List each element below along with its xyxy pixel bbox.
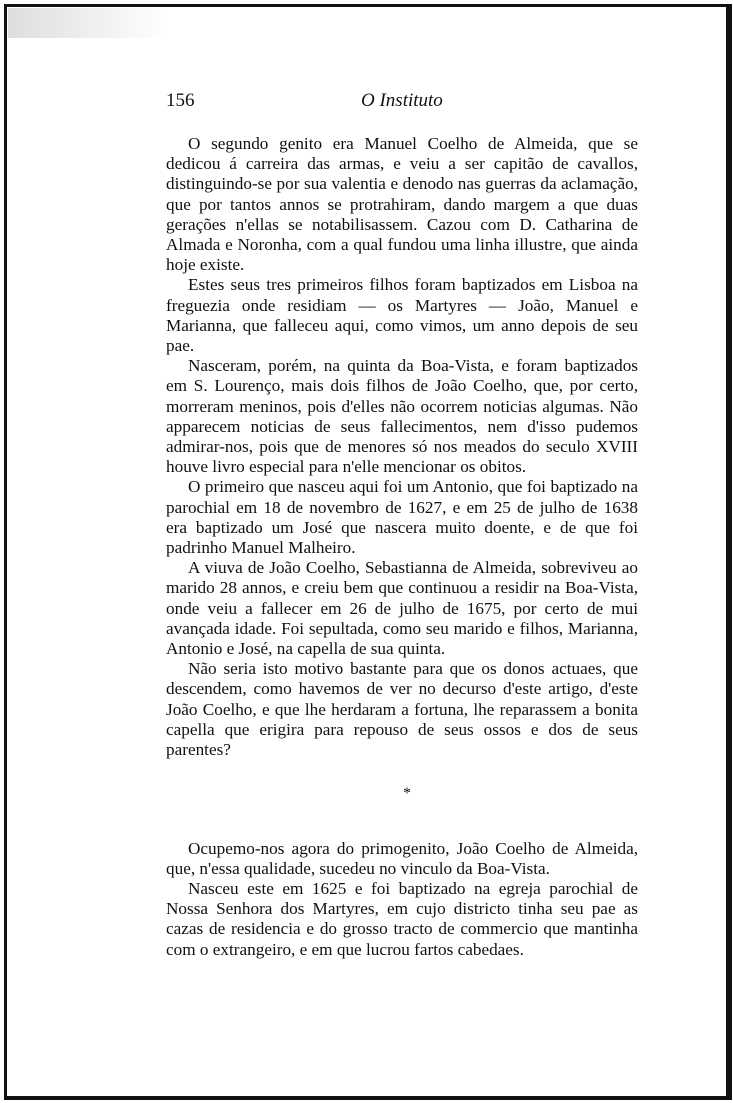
paragraph: Nasceu este em 1625 e foi baptizado na egreja parochial de Nossa Senhora dos Martyres, em cujo districto tinha seu pae as cazas de residencia e do grosso tracto de commercio que mantinha com o extrangeiro, e em que lucrou fartos cabedaes. <box>166 878 638 959</box>
paragraph: Ocupemo-nos agora do primogenito, João Coelho de Almeida, que, n'essa qualidade, sucedeu no vinculo da Boa-Vista. <box>166 838 638 878</box>
body-text <box>166 134 638 960</box>
paragraph: A viuva de João Coelho, Sebastianna de Almeida, sobreviveu ao marido 28 annos, e creiu bem que continuou a residir na Boa-Vista, onde veiu a fallecer em 26 de julho de 1675, por certo de mui avançada idade. Foi sepultada, como seu marido e filhos, Marianna, Antonio e José, na capella de sua quinta. <box>166 558 638 659</box>
paragraph: Nasceram, porém, na quinta da Boa-Vista, e foram baptizados em S. Lourenço, mais dois filhos de João Coelho, que, por certo, morreram meninos, pois d'elles não ocorrem noticias algumas. Não apparecem noticias de seus fallecimentos, nem d'isso pudemos admirar-nos, pois que de menores só nos meados do seculo XVIII houve livro especial para n'elle mencionar os obitos. <box>166 356 638 477</box>
section-separator: * <box>403 785 411 803</box>
running-title: O Instituto <box>361 90 443 111</box>
paragraph: O primeiro que nasceu aqui foi um Antonio, que foi baptizado na parochial em 18 de novembro de 1627, e em 25 de julho de 1638 era baptizado um José que nascera muito doente, e de que foi padrinho Manuel Malheiro. <box>166 477 638 558</box>
scan-noise <box>8 8 168 38</box>
paragraph: O segundo genito era Manuel Coelho de Almeida, que se dedicou á carreira das armas, e veiu a ser capitão de cavallos, distinguindo-se por sua valentia e denodo nas guerras da aclamação, que por tantos annos se protrahiram, dando margem a que duas gerações n'ellas se notabilisassem. Cazou com D. Catharina de Almada e Noronha, com a qual fundou uma linha illustre, que ainda hoje existe. <box>166 134 638 275</box>
paragraph: Não seria isto motivo bastante para que os donos actuaes, que descendem, como havemos de ver no decurso d'este artigo, d'este João Coelho, e que lhe herdaram a fortuna, lhe reparassem a bonita capella que erigira para repouso de seus ossos e dos de seus parentes? <box>166 659 638 760</box>
page-number: 156 <box>166 90 195 111</box>
running-head <box>166 90 638 118</box>
paragraph: Estes seus tres primeiros filhos foram baptizados em Lisboa na freguezia onde residiam — os Martyres — João, Manuel e Marianna, que falleceu aqui, como vimos, um anno depois de seu pae. <box>166 275 638 356</box>
book-page <box>166 90 638 960</box>
